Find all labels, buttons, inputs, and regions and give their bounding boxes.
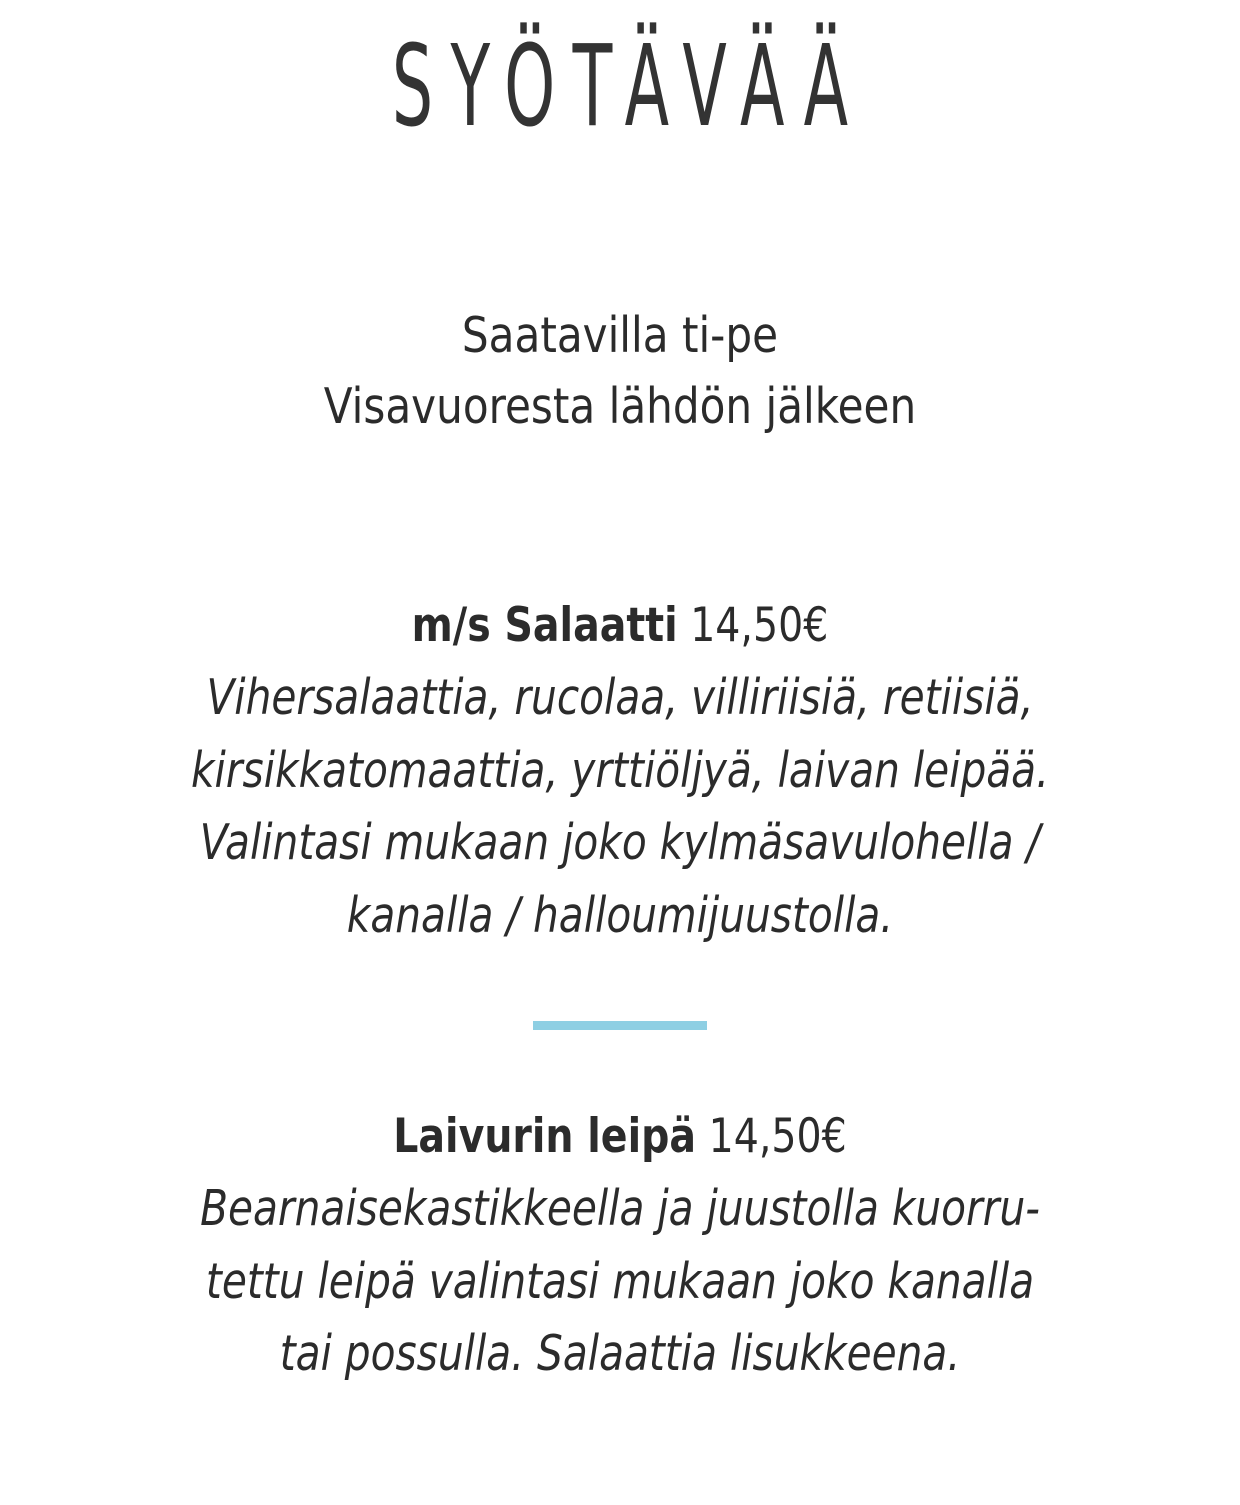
menu-item-salad <box>0 590 1240 952</box>
availability-note <box>0 300 1240 442</box>
menu-item-description <box>0 1173 1240 1391</box>
page-title: SYÖTÄVÄÄ <box>391 22 866 152</box>
description-line: tai possulla. Salaattia lisukkeena. <box>279 1325 961 1382</box>
availability-location: Visavuoresta lähdön jälkeen <box>323 378 917 435</box>
description-line: Bearnaisekastikkeella ja juustolla kuorru- <box>200 1180 1040 1237</box>
description-line: Vihersalaattia, rucolaa, villiriisiä, retiisiä, <box>206 669 1034 726</box>
description-line: kanalla / halloumijuustolla. <box>346 886 894 944</box>
menu-item-name: Laivurin leipä <box>393 1109 697 1164</box>
menu-item-price: 14,50€ <box>708 1109 847 1164</box>
availability-days: Saatavilla ti-pe <box>461 307 779 364</box>
menu-item-name: m/s Salaatti <box>411 598 678 653</box>
menu-item-price: 14,50€ <box>690 598 829 653</box>
description-line: kirsikkatomaattia, yrttiöljyä, laivan leipää. <box>190 741 1050 799</box>
menu-item-bread <box>0 1101 1240 1391</box>
menu-item-heading <box>99 590 1141 662</box>
section-divider <box>533 1021 707 1030</box>
menu-item-description <box>0 662 1240 952</box>
description-line: tettu leipä valintasi mukaan joko kanalla <box>205 1252 1035 1310</box>
menu-item-heading <box>99 1101 1141 1173</box>
description-line: Valintasi mukaan joko kylmäsavulohella / <box>199 814 1041 871</box>
